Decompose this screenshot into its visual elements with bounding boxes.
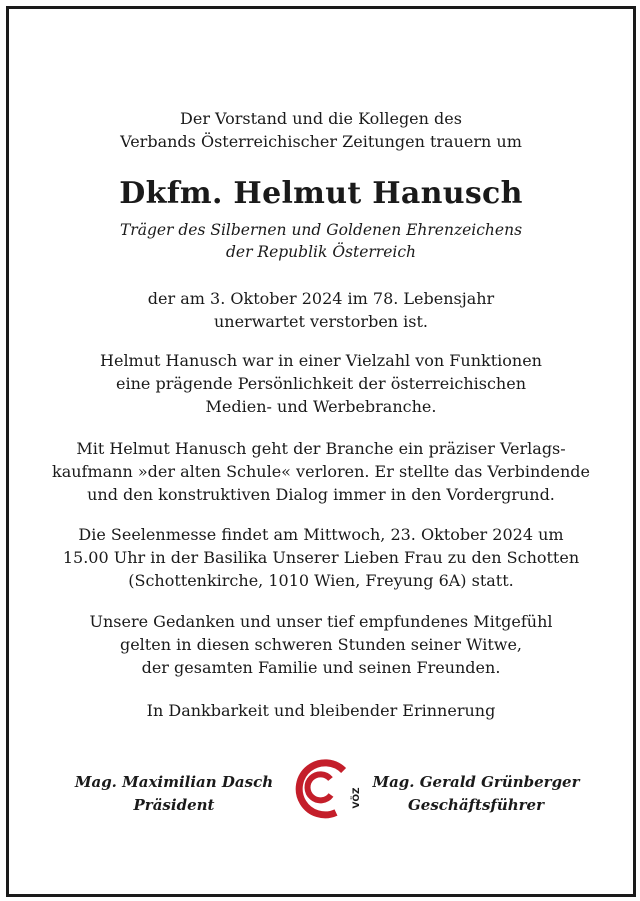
paragraph-line: kaufmann »der alten Schule« verloren. Er stellte das Verbindende: [52, 462, 590, 481]
signature-title: Präsident: [133, 796, 215, 814]
voez-logo: [285, 750, 365, 822]
death-line: der am 3. Oktober 2024 im 78. Lebensjahr: [147, 289, 495, 308]
honor-line: Träger des Silbernen und Goldenen Ehrenzeichens: [119, 221, 523, 239]
signature-left: [69, 771, 279, 817]
death-notice: [9, 287, 633, 333]
intro-line: Verbands Österreichischer Zeitungen trauern um: [120, 132, 522, 151]
paragraph-line: Unsere Gedanken und unser tief empfundenes Mitgefühl: [89, 612, 553, 631]
paragraph-career: [9, 349, 633, 418]
logo-text: VÖZ: [352, 787, 362, 809]
deceased-name: Dkfm. Helmut Hanusch: [119, 176, 523, 211]
paragraph-line: Die Seelenmesse findet am Mittwoch, 23. Oktober 2024 um: [78, 525, 564, 544]
paragraph-line: eine prägende Persönlichkeit der österreichischen: [116, 374, 526, 393]
signature-name: Mag. Gerald Grünberger: [372, 773, 580, 791]
closing-line: In Dankbarkeit und bleibender Erinnerung: [146, 701, 496, 720]
paragraph-line: und den konstruktiven Dialog immer in den Vordergrund.: [87, 485, 555, 504]
signature-right: [371, 771, 581, 817]
paragraph-line: Medien- und Werbebranche.: [205, 397, 437, 416]
intro-line: Der Vorstand und die Kollegen des: [180, 109, 462, 128]
paragraph-mass: [9, 523, 633, 592]
death-line: unerwartet verstorben ist.: [213, 312, 429, 331]
paragraph-legacy: [9, 437, 633, 506]
paragraph-line: 15.00 Uhr in der Basilika Unserer Lieben Frau zu den Schotten: [62, 548, 580, 567]
intro-text: [9, 107, 633, 153]
paragraph-line: Helmut Hanusch war in einer Vielzahl von Funktionen: [100, 351, 542, 370]
paragraph-line: der gesamten Familie und seinen Freunden.: [141, 658, 501, 677]
paragraph-line: Mit Helmut Hanusch geht der Branche ein präziser Verlags-: [76, 439, 566, 458]
signature-name: Mag. Maximilian Dasch: [74, 773, 274, 791]
logo-inner-arc: [308, 774, 331, 800]
paragraph-line: (Schottenkirche, 1010 Wien, Freyung 6A) statt.: [128, 571, 514, 590]
obituary-frame: [6, 6, 636, 897]
paragraph-condolence: [9, 610, 633, 679]
paragraph-line: gelten in diesen schweren Stunden seiner Witwe,: [119, 635, 523, 654]
honor-text: [9, 219, 633, 263]
signature-title: Geschäftsführer: [408, 796, 544, 814]
honor-line: der Republik Österreich: [225, 243, 416, 261]
